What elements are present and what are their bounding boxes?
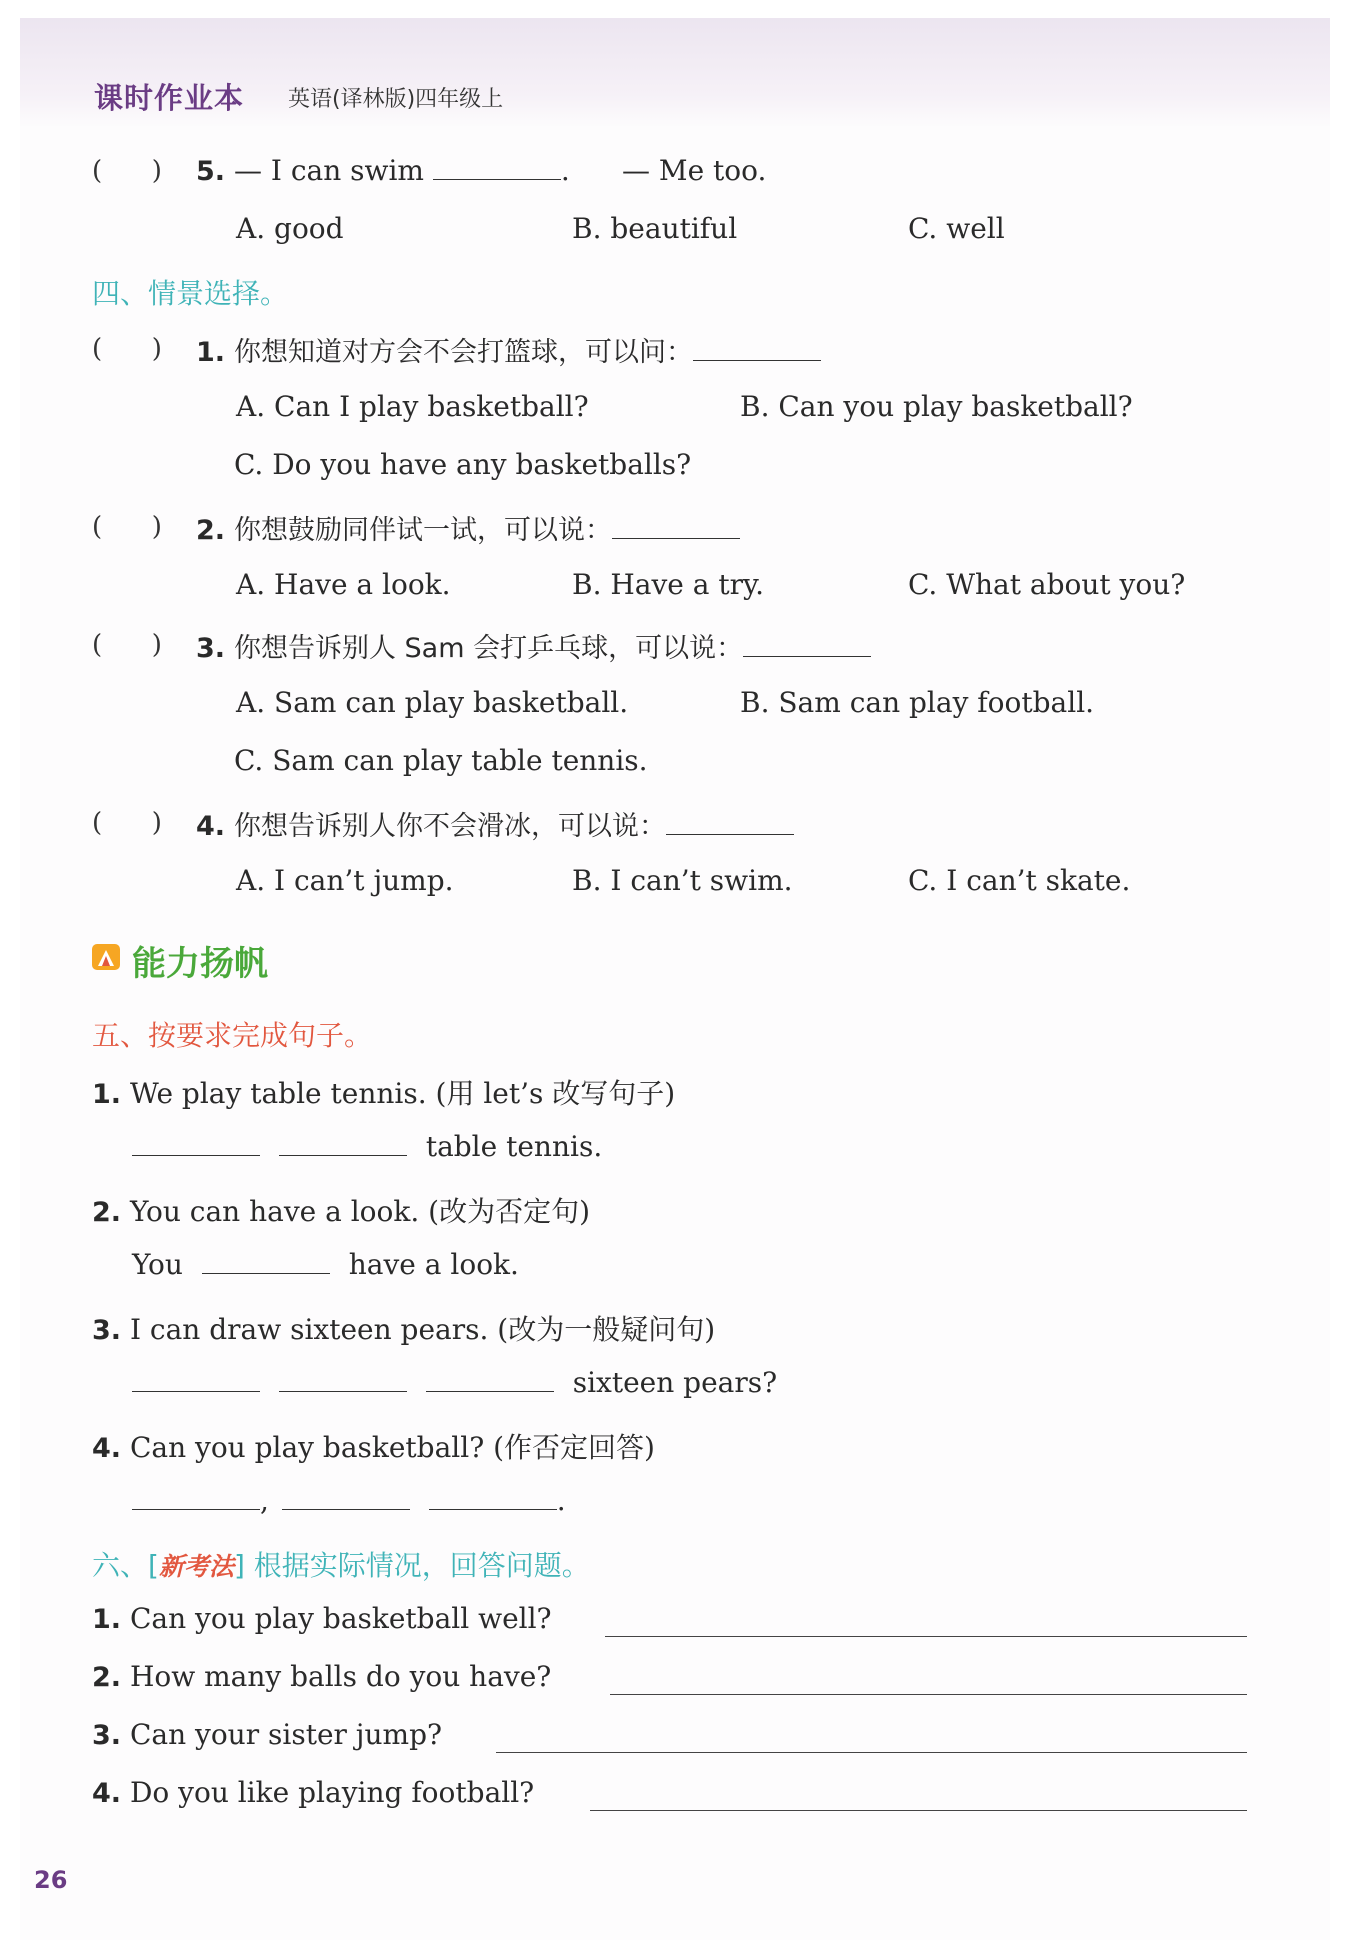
fill-blank[interactable] bbox=[279, 1369, 407, 1392]
s5-item-3 bbox=[92, 1308, 715, 1348]
question-text: Can your sister jump? bbox=[129, 1718, 442, 1751]
question-reply: — Me too. bbox=[622, 154, 767, 187]
answer-comma: , bbox=[260, 1484, 269, 1517]
fill-blank[interactable] bbox=[279, 1133, 407, 1156]
answer-line[interactable] bbox=[496, 1752, 1247, 1753]
answer-head: You bbox=[132, 1248, 183, 1281]
s5-item-4 bbox=[92, 1426, 655, 1466]
question-text: 你想鼓励同伴试一试，可以说： bbox=[233, 515, 612, 546]
section-4-title: 四、情景选择。 bbox=[92, 277, 289, 310]
question-number: 2. bbox=[196, 515, 226, 546]
fill-blank[interactable] bbox=[132, 1133, 260, 1156]
fill-blank[interactable] bbox=[132, 1369, 260, 1392]
option-c[interactable]: C. well bbox=[908, 212, 1005, 245]
banner-title: 能力扬帆 bbox=[132, 944, 268, 984]
answer-tail: sixteen pears? bbox=[572, 1366, 778, 1399]
item-prompt: I can draw sixteen pears. (改为一般疑问句) bbox=[129, 1313, 716, 1346]
banner-icon bbox=[90, 940, 124, 974]
answer-bracket[interactable]: ( ) bbox=[92, 808, 162, 838]
question-number: 1. bbox=[196, 337, 226, 368]
question-text-end: . bbox=[560, 154, 570, 187]
option-c[interactable]: C. What about you? bbox=[908, 568, 1186, 601]
fill-blank[interactable] bbox=[693, 338, 821, 361]
option-a[interactable]: A. good bbox=[236, 212, 344, 245]
book-title: 课时作业本 bbox=[94, 81, 245, 115]
option-a[interactable]: A. Sam can play basketball. bbox=[236, 686, 629, 719]
s5-item-1 bbox=[92, 1072, 675, 1112]
s5-answer-3 bbox=[132, 1366, 777, 1399]
question-text: 你想告诉别人 Sam 会打乒乓球，可以说： bbox=[233, 633, 744, 664]
item-prompt: Can you play basketball? (作否定回答) bbox=[129, 1431, 655, 1464]
fill-blank[interactable] bbox=[429, 1487, 557, 1510]
option-c[interactable]: C. I can’t skate. bbox=[908, 864, 1131, 897]
s5-item-2 bbox=[92, 1190, 590, 1230]
item-prompt: You can have a look. (改为否定句) bbox=[129, 1195, 590, 1228]
s5-answer-2 bbox=[132, 1248, 519, 1281]
fill-blank[interactable] bbox=[132, 1487, 260, 1510]
option-c[interactable]: C. Sam can play table tennis. bbox=[234, 744, 648, 777]
s4-question-1 bbox=[196, 330, 821, 369]
answer-bracket[interactable]: ( ) bbox=[92, 512, 162, 542]
answer-line[interactable] bbox=[590, 1810, 1247, 1811]
question-number: 1. bbox=[92, 1604, 122, 1635]
question-text: How many balls do you have? bbox=[129, 1660, 552, 1693]
item-number: 3. bbox=[92, 1315, 122, 1346]
option-a[interactable]: A. Can I play basketball? bbox=[236, 390, 589, 423]
s6-question-1 bbox=[92, 1602, 552, 1635]
question-text: Do you like playing football? bbox=[129, 1776, 535, 1809]
question-number: 3. bbox=[196, 633, 226, 664]
answer-line[interactable] bbox=[605, 1636, 1247, 1637]
question-text: 你想知道对方会不会打篮球，可以问： bbox=[233, 337, 693, 368]
fill-blank[interactable] bbox=[202, 1251, 330, 1274]
answer-tail: table tennis. bbox=[425, 1130, 603, 1163]
answer-line[interactable] bbox=[610, 1694, 1247, 1695]
option-b[interactable]: B. Sam can play football. bbox=[740, 686, 1095, 719]
fill-blank[interactable] bbox=[426, 1369, 554, 1392]
s4-question-4 bbox=[196, 804, 794, 843]
fill-blank[interactable] bbox=[433, 157, 561, 180]
option-c[interactable]: C. Do you have any basketballs? bbox=[234, 448, 692, 481]
answer-bracket[interactable]: ( ) bbox=[92, 630, 162, 660]
s6-question-3 bbox=[92, 1718, 442, 1751]
s6-question-4 bbox=[92, 1776, 534, 1809]
option-b[interactable]: B. I can’t swim. bbox=[572, 864, 793, 897]
section-6-title bbox=[92, 1544, 590, 1584]
section-6-prefix: 六、[ bbox=[92, 1549, 159, 1582]
new-format-tag: 新考法 bbox=[158, 1552, 234, 1581]
option-a[interactable]: A. Have a look. bbox=[236, 568, 451, 601]
option-b[interactable]: B. beautiful bbox=[572, 212, 738, 245]
page-number: 26 bbox=[34, 1866, 68, 1894]
s6-question-2 bbox=[92, 1660, 551, 1693]
answer-bracket[interactable]: ( ) bbox=[92, 156, 162, 186]
fill-blank[interactable] bbox=[282, 1487, 410, 1510]
section-5-title: 五、按要求完成句子。 bbox=[92, 1019, 373, 1052]
question-number: 2. bbox=[92, 1662, 122, 1693]
answer-tail: have a look. bbox=[348, 1248, 519, 1281]
option-b[interactable]: B. Have a try. bbox=[572, 568, 765, 601]
question-number: 4. bbox=[196, 811, 226, 842]
answer-period: . bbox=[556, 1484, 566, 1517]
question-5 bbox=[196, 154, 570, 187]
item-prompt: We play table tennis. (用 let’s 改写句子) bbox=[129, 1077, 676, 1110]
fill-blank[interactable] bbox=[612, 516, 740, 539]
s5-answer-1 bbox=[132, 1130, 602, 1163]
option-b[interactable]: B. Can you play basketball? bbox=[740, 390, 1133, 423]
item-number: 4. bbox=[92, 1433, 122, 1464]
question-number: 3. bbox=[92, 1720, 122, 1751]
question-text: — I can swim bbox=[233, 154, 424, 187]
answer-bracket[interactable]: ( ) bbox=[92, 334, 162, 364]
s4-question-3 bbox=[196, 626, 871, 665]
question-number: 5. bbox=[196, 156, 226, 187]
fill-blank[interactable] bbox=[743, 634, 871, 657]
item-number: 2. bbox=[92, 1197, 122, 1228]
option-a[interactable]: A. I can’t jump. bbox=[236, 864, 454, 897]
item-number: 1. bbox=[92, 1079, 122, 1110]
book-subtitle: 英语(译林版)四年级上 bbox=[288, 87, 504, 112]
question-text: Can you play basketball well? bbox=[129, 1602, 552, 1635]
section-6-suffix: ] 根据实际情况，回答问题。 bbox=[233, 1549, 590, 1582]
s4-question-2 bbox=[196, 508, 740, 547]
s5-answer-4 bbox=[132, 1484, 566, 1517]
fill-blank[interactable] bbox=[666, 812, 794, 835]
question-text: 你想告诉别人你不会滑冰，可以说： bbox=[233, 811, 666, 842]
question-number: 4. bbox=[92, 1778, 122, 1809]
